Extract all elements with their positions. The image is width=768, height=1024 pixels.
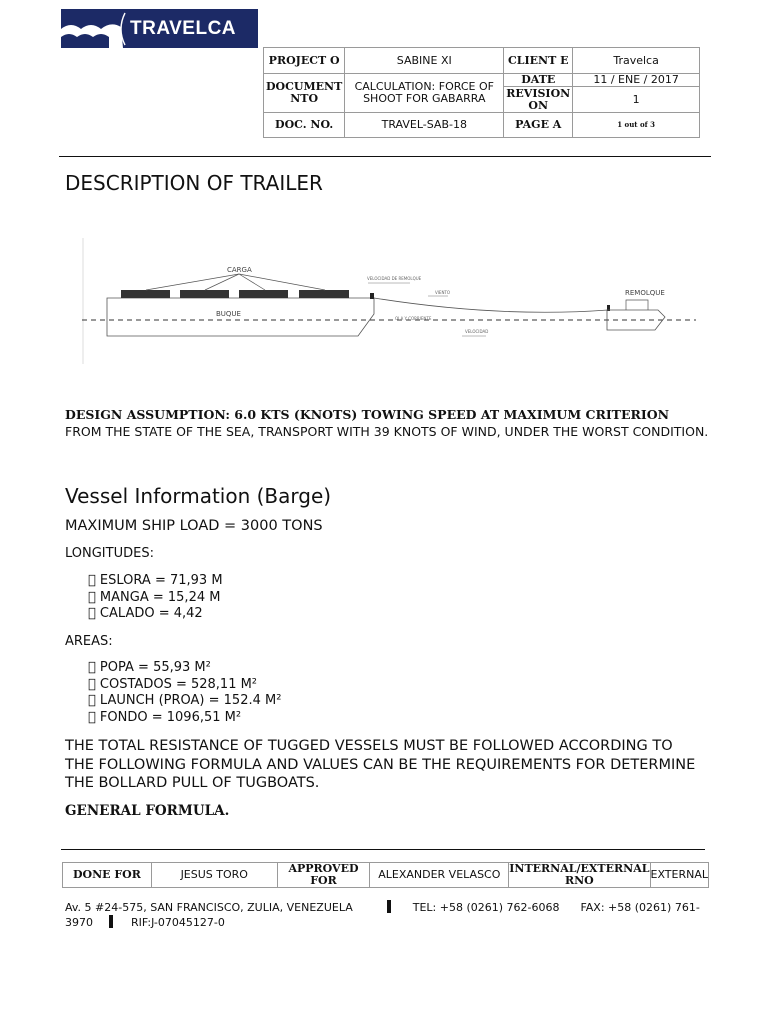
list-item: POPA = 55,93 M² <box>88 660 199 675</box>
revision-value: 1 <box>573 87 700 113</box>
document-label: DOCUMENT NTO <box>264 74 345 113</box>
address-street: Av. 5 #24-575, SAN FRANCISCO, ZULIA, VENEZUELA <box>65 901 353 914</box>
address-rif: RIF:J-07045127-0 <box>131 916 225 929</box>
trailer-diagram <box>80 238 700 364</box>
longitudes-label: LONGITUDES: <box>65 546 154 561</box>
approved-label: APPROVED FOR <box>277 863 370 888</box>
page-title: DESCRIPTION OF TRAILER <box>65 171 323 195</box>
approved-value: ALEXANDER VELASCO <box>370 863 509 888</box>
address-fax: FAX: +58 (0261) 761-3970 <box>65 901 700 929</box>
date-label: DATE <box>504 74 573 87</box>
client-value: Travelca <box>573 48 700 74</box>
label-velocidad-remolque: VELOCIDAD DE REMOLQUE <box>367 276 422 281</box>
header-table <box>263 47 700 138</box>
page-label: PAGE A <box>504 113 573 138</box>
label-carga: CARGA <box>227 266 252 274</box>
list-item: CALADO = 4,42 <box>88 606 191 621</box>
list-item: COSTADOS = 528,11 M² <box>88 676 246 692</box>
internal-value: EXTERNAL <box>650 863 709 888</box>
header-divider <box>59 156 711 157</box>
separator-bar <box>387 900 391 913</box>
label-buque: BUQUE <box>216 310 241 318</box>
label-viento: VIENTO <box>435 290 451 295</box>
address-tel: TEL: +58 (0261) 762-6068 <box>412 901 560 914</box>
general-formula: GENERAL FORMULA. <box>65 803 230 819</box>
label-remolque: REMOLQUE <box>625 289 665 297</box>
sea-state-text: FROM THE STATE OF THE SEA, TRANSPORT WITH 39 KNOTS OF WIND, UNDER THE WORST CONDITION. <box>65 424 709 439</box>
cargo-block <box>121 290 170 298</box>
cargo-block <box>239 290 288 298</box>
cargo-block <box>299 290 349 298</box>
logo-text: TRAVELCA <box>130 18 237 39</box>
cargo-pointer <box>146 274 325 290</box>
page-value: 1 out of 3 <box>573 113 700 138</box>
list-item: MANGA = 15,24 M <box>88 589 209 605</box>
revision-label: REVISION ON <box>504 87 573 113</box>
design-assumption: DESIGN ASSUMPTION: 6.0 KTS (KNOTS) TOWING SPEED AT MAXIMUM CRITERION <box>65 407 670 422</box>
waves-icon <box>61 9 131 48</box>
tug-cabin <box>626 300 648 310</box>
label-ola-corriente: OLA Y CORRIENTE <box>395 316 432 321</box>
client-label: CLIENT E <box>504 48 573 74</box>
vessel-heading: Vessel Information (Barge) <box>65 484 332 508</box>
done-value: JESUS TORO <box>151 863 277 888</box>
company-address <box>65 900 715 930</box>
company-logo <box>61 9 258 48</box>
list-item: LAUNCH (PROA) = 152.4 M² <box>88 693 270 708</box>
list-item: FONDO = 1096,51 M² <box>88 709 230 725</box>
list-item: ESLORA = 71,93 M <box>88 573 211 588</box>
areas-label: AREAS: <box>65 634 113 649</box>
docno-label: DOC. NO. <box>264 113 345 138</box>
project-label: PROJECT O <box>264 48 345 74</box>
footer-table <box>62 862 709 888</box>
resistance-text: THE TOTAL RESISTANCE OF TUGGED VESSELS MUST BE FOLLOWED ACCORDING TO THE FOLLOWING FORMULA AND VALUES CAN BE THE REQUIREMENTS FOR DETERMINE THE BOLLARD PULL OF TUGBOATS. <box>65 738 696 791</box>
date-value: 11 / ENE / 2017 <box>573 74 700 87</box>
footer-divider <box>61 849 705 850</box>
longitudes-list <box>88 573 223 623</box>
label-velocidad: VELOCIDAD <box>465 329 489 334</box>
cargo-block <box>180 290 229 298</box>
max-load: MAXIMUM SHIP LOAD = 3000 TONS <box>65 518 323 534</box>
project-value: SABINE XI <box>345 48 504 74</box>
internal-label: INTERNAL/EXTERNAL RNO <box>509 862 650 887</box>
docno-value: TRAVEL-SAB-18 <box>345 113 504 138</box>
tow-bitt <box>370 293 374 299</box>
areas-list <box>88 660 281 726</box>
done-label: DONE FOR <box>63 863 152 888</box>
document-value: CALCULATION: FORCE OF SHOOT FOR GABARRA <box>345 74 504 113</box>
cargo-pointer <box>205 274 239 290</box>
tow-line <box>374 298 608 312</box>
separator-bar <box>109 915 113 928</box>
